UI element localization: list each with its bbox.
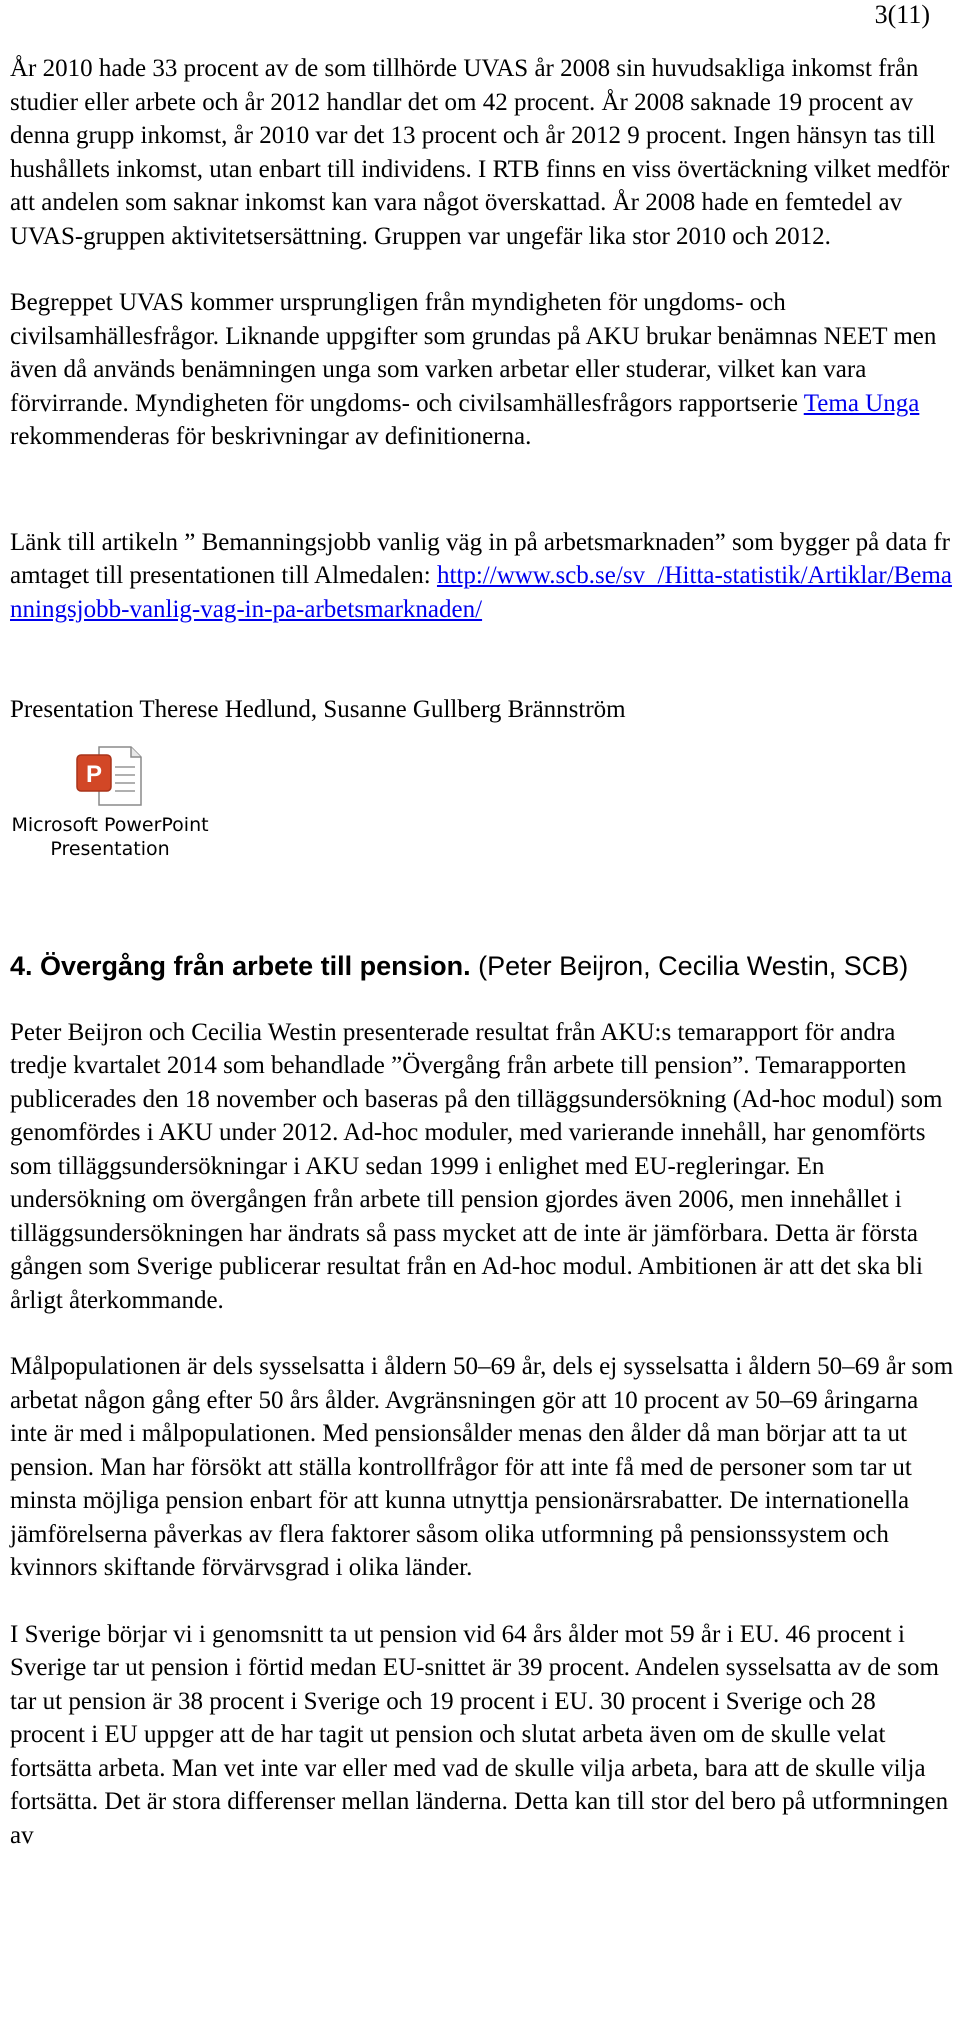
paragraph-report-intro: Peter Beijron och Cecilia Westin presenterade resultat från AKU:s temarapport för andra tredje kvartalet 2014 som behandlade ”Övergång från arbete till pension”. Temarapporten publicerades den 18 november och baseras på den tilläggsundersökning (Ad-hoc modul) som genomfördes i AKU under 2012. Ad-hoc moduler, med varierande innehåll, har genomförts som tilläggsundersökningar i AKU sedan 1999 i enlighet med EU-regleringar. En undersökning om övergången från arbete till pension gjordes även 2006, men innehållet i tilläggsundersökningen har ändrats så pass mycket att de inte är jämförbara. Detta är första gången som Sverige publicerar resultat från en Ad-hoc modul. Ambitionen är att det ska bli årligt återkommande. — [10, 1018, 943, 1314]
paragraph-uvas-definition — [10, 286, 955, 454]
attachment-label-line1: Microsoft PowerPoint — [11, 813, 209, 836]
article-url-link[interactable]: http://www.scb.se/sv_/Hitta-statistik/Artiklar/Bemanningsjobb-vanlig-vag-in-pa-arbetsmarknaden/ — [10, 562, 952, 623]
powerpoint-attachment[interactable] — [10, 745, 210, 861]
paragraph-target-population: Målpopulationen är dels sysselsatta i åldern 50–69 år, dels ej sysselsatta i åldern 50–69 år som arbetat någon gång efter 50 års ålder. Avgränsningen gör att 10 procent av 50–69 åringarna inte är med i målpopulationen. Med pensionsålder menas den ålder då man börjar att ta ut pension. Man har försökt att ställa kontrollfrågor för att inte få med de personer som tar ut minsta möjliga pension enbart för att kunna utnyttja pensionärsrabatter. De internationella jämförelserna påverkas av flera faktorer såsom olika utformning på pensionssystem och kvinnors skiftande förvärvsgrad i olika länder. — [10, 1353, 954, 1581]
page-number: 3(11) — [874, 0, 930, 29]
section-heading — [10, 949, 955, 983]
paragraph-sweden-eu-comparison: I Sverige börjar vi i genomsnitt ta ut pension vid 64 års ålder mot 59 år i EU. 46 procent i Sverige tar ut pension i förtid medan EU-snittet är 39 procent. Andelen sysselsatta av de som tar ut pension är 38 procent i Sverige och 19 procent i EU. 30 procent i Sverige och 28 procent i EU uppger att de har tagit ut pension och slutat arbeta även om de skulle velat fortsätta arbeta. Man vet inte var eller med vad de skulle vilja arbeta, bara att de skulle vilja fortsätta. Det är stora differenser mellan länderna. Detta kan till stor del bero på utformningen av — [10, 1620, 949, 1849]
tema-unga-link[interactable]: Tema Unga — [803, 389, 920, 417]
paragraph-uvas-income: År 2010 hade 33 procent av de som tillhörde UVAS år 2008 sin huvudsakliga inkomst från studier eller arbete och år 2012 handlar det om 42 procent. År 2008 saknade 19 procent av denna grupp inkomst, år 2010 var det 13 procent och år 2012 9 procent. Ingen hänsyn tas till hushållets inkomst, utan enbart till individens. I RTB finns en viss övertäckning vilket medför att andelen som saknar inkomst kan vara något överskattad. År 2008 hade en femtedel av UVAS-gruppen aktivitetsersättning. Gruppen var ungefär lika stor 2010 och 2012. — [10, 55, 950, 250]
svg-text:P: P — [85, 760, 103, 788]
paragraph-article-link — [10, 526, 955, 627]
paragraph-text: Begreppet UVAS kommer ursprungligen från myndigheten för ungdoms- och civilsamhällesfrågor. Liknande uppgifter som grundas på AKU brukar benämnas NEET men även då används benämningen unga som varken arbetar eller studerar, vilket kan vara förvirrande. Myndigheten för ungdoms- och civilsamhällesfrågors rapportserie — [10, 289, 937, 417]
paragraph-text: Länk till artikeln ” Bemanningsjobb vanlig väg in på arbetsmarknaden” som bygger på data framtaget till presentationen till Almedalen: — [10, 528, 950, 589]
section-title: 4. Övergång från arbete till pension. — [10, 950, 471, 981]
presentation-heading: Presentation Therese Hedlund, Susanne Gullberg Brännström — [10, 696, 626, 723]
powerpoint-file-icon — [75, 745, 145, 807]
document-body — [10, 52, 955, 1852]
paragraph-text: rekommenderas för beskrivningar av definitionerna. — [10, 423, 532, 450]
section-authors: (Peter Beijron, Cecilia Westin, SCB) — [470, 950, 909, 981]
attachment-label-line2: Presentation — [50, 837, 170, 860]
